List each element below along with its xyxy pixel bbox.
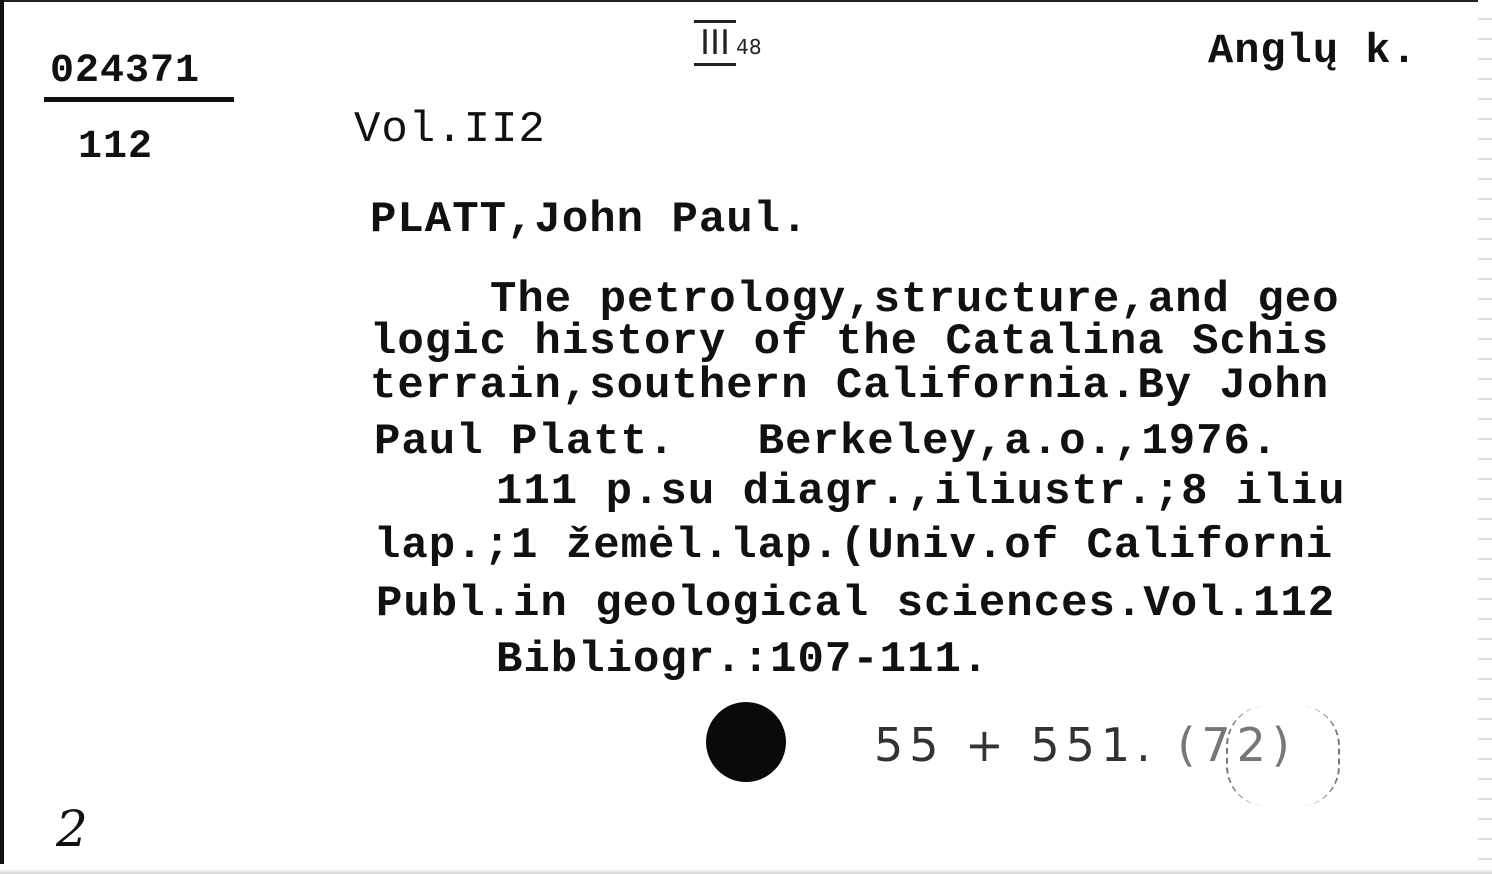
shelf-mark-sub: 48 [736, 35, 762, 59]
accession-number: 024371 [50, 49, 201, 94]
language-label: Anglų k. [1208, 27, 1418, 75]
volume-label: Vol.II2 [354, 105, 546, 155]
shelf-mark [694, 20, 762, 66]
accession-underline [44, 97, 234, 102]
body-line: Bibliogr.:107-111. [496, 635, 990, 685]
classification-faint: (72) [1177, 718, 1296, 772]
card-top-edge [0, 0, 1492, 2]
classification-bracket [1226, 706, 1340, 806]
card-right-edge [1478, 0, 1492, 874]
body-line: terrain,southern California.By John [370, 361, 1330, 411]
body-line: lap.;1 žemėl.lap.(Univ.of Californi [374, 521, 1334, 571]
body-line: logic history of the Catalina Schis [370, 317, 1330, 367]
body-line: Publ.in geological sciences.Vol.112 [376, 579, 1336, 629]
accession-sub-number: 112 [78, 125, 154, 170]
author-heading: PLATT,John Paul. [370, 195, 809, 245]
punch-hole [706, 702, 786, 782]
card-bottom-edge [0, 864, 1492, 874]
shelf-mark-roman: III [694, 20, 736, 66]
classification-main: 55 + 551. [874, 718, 1157, 772]
body-line: The petrology,structure,and geo [490, 275, 1340, 325]
card-left-edge [0, 0, 4, 874]
corner-handwritten-mark: 2 [56, 800, 88, 858]
body-line: 111 p.su diagr.,iliustr.;8 iliu [496, 467, 1346, 517]
body-line: Paul Platt. Berkeley,a.o.,1976. [374, 417, 1279, 467]
